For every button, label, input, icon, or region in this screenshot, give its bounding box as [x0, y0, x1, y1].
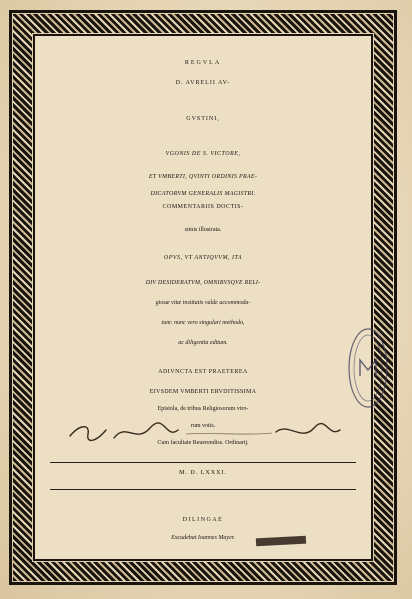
handwritten-signature — [66, 418, 346, 446]
epistola-line: Epistola, de tribus Religiosorum viro- — [157, 406, 249, 412]
rum-votis-line: rum votis. — [190, 423, 216, 429]
publication-date: M. D. LXXXI. — [179, 470, 227, 476]
giosae-line: giosæ vitæ institutis valde accommoda- — [155, 300, 251, 306]
rule-above-date — [50, 462, 356, 463]
ac-diligentia-line: ac diligentia editum. — [178, 340, 228, 346]
adiuncta-line: ADIVNCTA EST PRAETEREA — [158, 369, 248, 375]
tum-line: tum: nunc vero singulari methodo, — [161, 320, 245, 326]
rule-below-date — [50, 489, 356, 490]
subtitle-umberti: ET VMBERTI, QVINTI ORDINIS PRAE- — [148, 174, 258, 180]
cum-facultate-line: Cum facultate Reuerendiss. Ordinarij. — [157, 440, 249, 446]
subtitle-ugonis: VGONIS DE S. VICTORE, — [165, 151, 241, 157]
diu-line: DIV DESIDERATVM, OMNIBVSQVE RELI- — [145, 280, 261, 286]
title-line-regula: REGVLA — [184, 60, 222, 66]
imprint-printer: Excudebat Ioannes Mayer. — [171, 535, 235, 541]
eiusdem-line: EIVSDEM VMBERTI ERVDITISSIMA — [149, 389, 257, 395]
title-line-aurelii: D. AVRELII AV- — [175, 80, 231, 86]
library-stamp — [346, 326, 390, 410]
subtitle-dicatorum: DICATORVM GENERALIS MAGISTRI. — [150, 191, 256, 197]
imprint-place: DILINGAE — [182, 517, 224, 523]
text-panel — [33, 34, 373, 561]
title-line-gustini: GVSTINI, — [186, 116, 220, 122]
simis-line: simis illustrata. — [184, 227, 222, 233]
opus-line: OPVS, VT ANTIQVVM, ITA — [163, 255, 243, 261]
commentariis-line: COMMENTARIIS DOCTIS- — [162, 204, 244, 210]
